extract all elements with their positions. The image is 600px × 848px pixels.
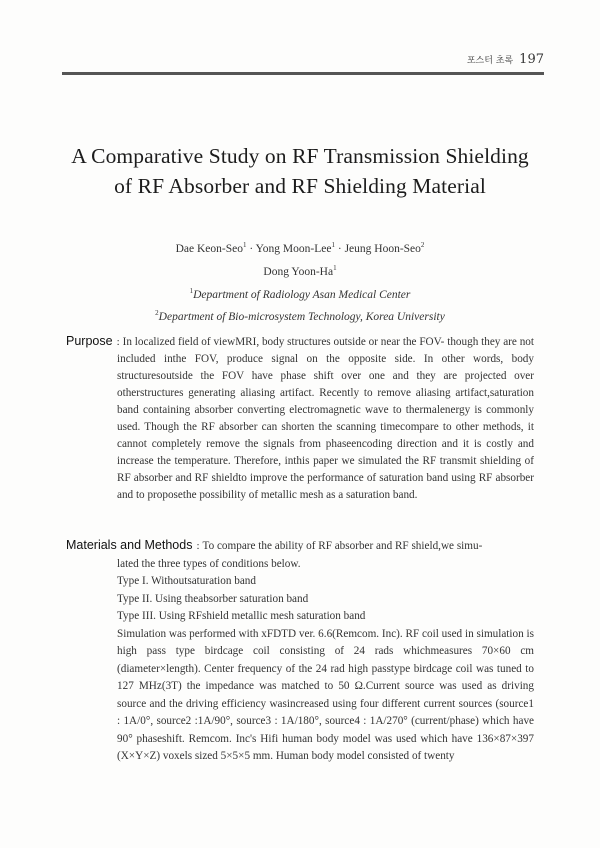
methods-first-line bbox=[66, 537, 534, 556]
type-1: Type I. Withoutsaturation band bbox=[117, 575, 256, 587]
author-line-2 bbox=[60, 259, 540, 282]
author-4-sup: 1 bbox=[333, 263, 337, 272]
running-header bbox=[62, 52, 544, 70]
author-4: Dong Yoon-Ha bbox=[263, 265, 334, 278]
purpose-label: Purpose bbox=[66, 334, 113, 348]
author-2-sup: 1 bbox=[331, 241, 335, 249]
methods-list bbox=[66, 556, 534, 626]
affiliation-1-sup: 1 bbox=[189, 286, 194, 295]
purpose-colon: : bbox=[116, 336, 120, 348]
purpose-section bbox=[66, 333, 534, 504]
affiliation-2-text: Department of Bio-microsystem Technology, Korea University bbox=[158, 311, 445, 324]
affiliation-1-text: Department of Radiology Asan Medical Center bbox=[193, 288, 411, 301]
methods-colon: : bbox=[196, 540, 200, 552]
type-2: Type II. Using theabsorber saturation band bbox=[117, 592, 309, 605]
header-rule bbox=[62, 72, 544, 75]
section-name: 포스터 초록 bbox=[466, 56, 514, 66]
author-separator: · bbox=[334, 242, 345, 255]
author-line-1 bbox=[60, 236, 540, 259]
author-block bbox=[60, 236, 540, 327]
methods-intro-2: lated the three types of conditions below. bbox=[117, 557, 301, 570]
title-line-2: of RF Absorber and RF Shielding Material bbox=[114, 174, 486, 198]
affiliation-2 bbox=[60, 304, 540, 327]
methods-label: Materials and Methods bbox=[66, 538, 193, 552]
affiliation-2-sup: 2 bbox=[155, 309, 159, 318]
title-line-1: A Comparative Study on RF Transmission Shielding bbox=[71, 144, 529, 168]
paper-title bbox=[40, 141, 560, 201]
methods-body: Simulation was performed with xFDTD ver. 6.6(Remcom. Inc). RF coil used in simulation is high pass type birdcage coil consisting of 24 rads whichmeasures 70×60 cm (diameter×length). Center frequency of the 24 rad high passtype birdcage coil was tuned to 127 MHz(3T) the impedance was matched to 50 Ω.Current source was used as driving source and the driving efficiency wasincreased using four different current sources (source1 : 1A/0°, source2 :1A/90°, source3 : 1A/180°, source4 : 1A/270° (current/phase) which have 90° phaseshift. Remcom. Inc's Hifi human body model was used which have 136×87×397 (X×Y×Z) voxels sized 5×5×5 mm. Human body model consisted of twenty bbox=[117, 627, 534, 762]
author-3-sup: 2 bbox=[420, 241, 425, 249]
methods-intro-1: To compare the ability of RF absorber and RF shield,we simu- bbox=[202, 540, 483, 552]
author-separator: · bbox=[246, 242, 256, 255]
purpose-paragraph bbox=[66, 333, 534, 504]
methods-section bbox=[66, 537, 534, 766]
affiliation-1 bbox=[60, 282, 540, 305]
type-3: Type III. Using RFshield metallic mesh saturation band bbox=[117, 610, 366, 622]
author-1-sup: 1 bbox=[242, 241, 247, 249]
author-1: Dae Keon-Seo bbox=[175, 242, 243, 255]
author-2: Yong Moon-Lee bbox=[255, 242, 332, 255]
page-number: 197 bbox=[519, 52, 544, 67]
author-3: Jeung Hoon-Seo bbox=[344, 242, 421, 255]
purpose-text: In localized field of viewMRI, body structures outside or near the FOV- though they are not included inthe FOV, produce signal on the opposite side. In other words, body structuresoutside the FOV have phase shift over one and they are projected over otherstructures generating aliasing artifact. Recently to remove aliasing artifact,saturation band containing absorber converting electromagnetic wave to thermalenergy is commonly used. Though the RF absorber can shorten the scanning timecompare to other methods, it cannot completely remove the signals from phaseencoding direction and it is costly and increase the temperature. Therefore, inthis paper we simulated the RF transmit shielding of RF absorber and RF shieldto improve the performance of saturation band using RF absorber and to proposethe possibility of metallic mesh as a saturation band. bbox=[117, 336, 534, 501]
